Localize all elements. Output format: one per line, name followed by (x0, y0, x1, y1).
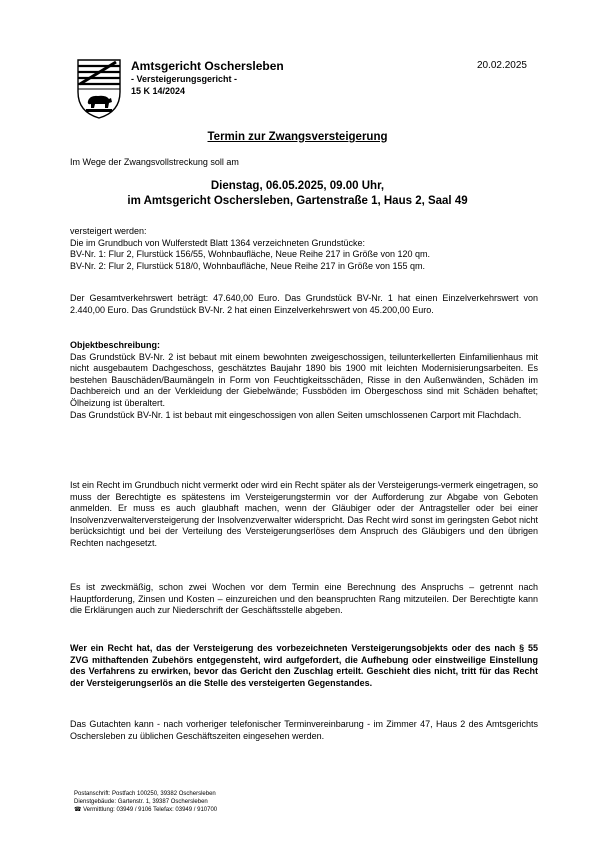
document-title: Termin zur Zwangsversteigerung (207, 131, 388, 143)
property-item-1: BV-Nr. 1: Flur 2, Flurstück 156/55, Wohnbaufläche, Neue Reihe 217 in Größe von 120 qm. (70, 249, 431, 260)
document-date: 20.02.2025 (476, 60, 527, 71)
object-paragraph-2: Das Grundstück BV-Nr. 1 ist bebaut mit eingeschossigen von allen Seiten umschlossenen Carport mit Flachdach. (70, 409, 522, 420)
intro-text: Im Wege der Zwangsvollstreckung soll am (70, 157, 239, 167)
property-intro: versteigert werden: (70, 226, 147, 236)
appointment-location: im Amtsgericht Oschersleben, Gartenstraße 1, Haus 2, Saal 49 (127, 195, 468, 207)
market-value-paragraph: Der Gesamtverkehrswert beträgt: 47.640,00 Euro. Das Grundstück BV-Nr. 1 hat einen Einzelverkehrswert von 2.440,00 Euro. Das Grundstück BV-Nr. 2 hat einen Einzelverkehrswert von 45.200,00 Euro. (70, 293, 538, 315)
rights-paragraph-2: Es ist zweckmäßig, schon zwei Wochen vor dem Termin eine Berechnung des Anspruchs – getrennt nach Hauptforderung, Zinsen und Kosten – einzureichen und den beanspruchten Rang mitzuteilen. Der Berechtigte kann die Erklärungen auch zur Niederschrift der Geschäftsstelle abgeben. (70, 582, 538, 616)
court-department: - Versteigerungsgericht - (131, 74, 238, 84)
object-description (70, 340, 538, 421)
appointment-block (60, 179, 535, 209)
objection-notice: Wer ein Recht hat, das der Versteigerung des vorbezeichneten Versteigerungsobjekts oder des nach § 55 ZVG mithaftenden Zubehörs entgegensteht, wird aufgefordert, die Aufhebung oder einstweilige Einstellung des Verfahrens zu erwirken, bevor das Gericht den Zuschlag erteilt. Geschieht dies nicht, tritt für das Recht der Versteigerungserlös an die Stelle des versteigerten Gegenstandes. (70, 643, 538, 688)
object-heading: Objektbeschreibung: (70, 340, 161, 350)
property-list (70, 226, 538, 272)
object-paragraph-1: Das Grundstück BV-Nr. 2 ist bebaut mit einem bewohnten zweigeschossigen, teilunterkellerten Einfamilienhaus mit nicht ausgebautem Dachgeschoss, geschätztes Baujahr 1890 bis 1900 mit leichten Modernisierungsarbeiten. Es bestehen Bauschäden/Baumängeln in Form von Feuchtigkeitsschäden, Risse in den Außenwänden, Schäden im Dachbereich und an der Verkleidung der Giebelwände; Fussböden im Obergeschoss sind mit Schäden behaftet; Ölheizung ist überaltert. (70, 351, 538, 408)
appointment-date: Dienstag, 06.05.2025, 09.00 Uhr, (210, 180, 385, 192)
letterhead (131, 59, 284, 97)
file-number: 15 K 14/2024 (131, 86, 186, 96)
property-register: Die im Grundbuch von Wulferstedt Blatt 1364 verzeichneten Grundstücke: (70, 237, 365, 248)
footer (74, 790, 217, 814)
footer-postal-address: Postanschrift: Postfach 100250, 39382 Oschersleben (74, 791, 216, 797)
footer-office-address: Dienstgebäude: Gartenstr. 1, 39387 Oschersleben (74, 799, 208, 805)
coat-of-arms-icon (76, 58, 122, 120)
property-item-2: BV-Nr. 2: Flur 2, Flurstück 518/0, Wohnbaufläche, Neue Reihe 217 in Größe von 155 qm. (70, 260, 426, 271)
footer-phone: ☎ Vermittlung: 03949 / 9106 Telefax: 03949 / 910700 (74, 807, 218, 813)
court-name: Amtsgericht Oschersleben (131, 59, 284, 73)
rights-paragraph-1: Ist ein Recht im Grundbuch nicht vermerkt oder wird ein Recht später als der Versteigerungs-vermerk eingetragen, so muss der Berechtigte es spätestens im Versteigerungstermin vor der Aufforderung zur Abgabe von Geboten anmelden. Er muss es auch glaubhaft machen, wenn der Gläubiger oder der Antragsteller oder bei einer Insolvenzverwalterversteigerung der Insolvenzverwalter widerspricht. Das Recht wird sonst im geringsten Gebot nicht berücksichtigt und bei der Verteilung des Versteigerungserlöses dem Anspruch des Gläubigers und den übrigen Rechten nachgesetzt. (70, 480, 538, 548)
expert-report-paragraph: Das Gutachten kann - nach vorheriger telefonischer Terminvereinbarung - im Zimmer 47, Haus 2 des Amtsgerichts Oschersleben zu üblichen Geschäftszeiten eingesehen werden. (70, 719, 538, 741)
